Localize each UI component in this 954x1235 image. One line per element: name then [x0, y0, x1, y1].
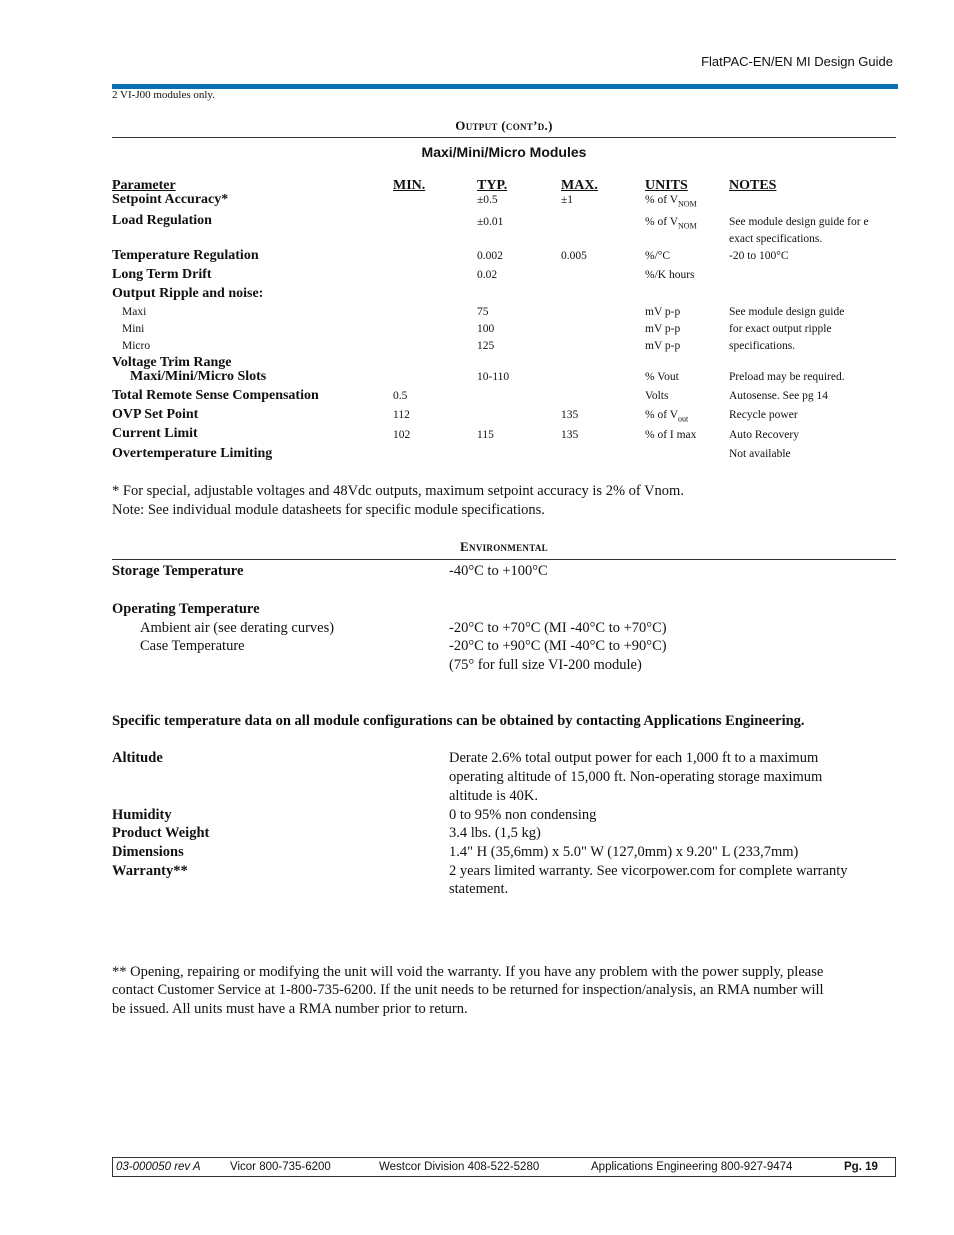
warranty-note-line-1: ** Opening, repairing or modifying the unit will void the warranty. If you have any problem with the power supply, please — [112, 964, 824, 980]
current-max: 135 — [561, 429, 579, 441]
load-units-text: % of V — [645, 216, 679, 228]
ripple-notes-1: See module design guide — [729, 306, 845, 318]
col-parameter: Parameter — [112, 178, 176, 193]
setpoint-typ: ±0.5 — [477, 194, 498, 206]
weight-label: Product Weight — [112, 825, 210, 841]
header-bar — [112, 84, 898, 89]
drift-typ: 0.02 — [477, 269, 498, 281]
top-footnote: 2 VI-J00 modules only. — [112, 89, 215, 101]
ovp-units-sub: out — [678, 414, 689, 424]
ovp-min: 112 — [393, 409, 410, 421]
environmental-title-text: Environmental — [460, 539, 548, 554]
footer-page-number: Pg. 19 — [844, 1161, 878, 1173]
ripple-notes-2: for exact output ripple — [729, 323, 832, 335]
load-notes-2: exact specifications. — [729, 233, 823, 245]
ovp-notes: Recycle power — [729, 409, 798, 421]
col-units: UNITS — [645, 178, 688, 193]
modules-subtitle: Maxi/Mini/Micro Modules — [421, 144, 587, 160]
footer-westcor: Westcor Division 408-522-5280 — [379, 1161, 540, 1173]
setpoint-units-text: % of V — [645, 194, 679, 206]
param-current-limit: Current Limit — [112, 426, 198, 441]
dimensions-label: Dimensions — [112, 844, 184, 860]
col-notes: NOTES — [729, 178, 777, 193]
param-voltage-trim: Voltage Trim Range — [112, 355, 232, 370]
ripple-notes-3: specifications. — [729, 340, 796, 352]
ripple-maxi-typ: 75 — [477, 306, 489, 318]
case-temp-label: Case Temperature — [140, 638, 245, 654]
param-long-term-drift: Long Term Drift — [112, 267, 212, 282]
warranty-note-line-2: contact Customer Service at 1-800-735-6200. If the unit needs to be returned for inspection/analysis, an RMA number will — [112, 982, 824, 998]
temp-notes: -20 to 100°C — [729, 250, 789, 262]
load-typ: ±0.01 — [477, 216, 504, 228]
altitude-line-1: Derate 2.6% total output power for each 1,000 ft to a maximum — [449, 750, 819, 766]
trim-typ: 10-110 — [477, 371, 510, 383]
document-title: FlatPAC-EN/EN MI Design Guide — [701, 54, 893, 69]
setpoint-max: ±1 — [561, 194, 574, 206]
sense-notes: Autosense. See pg 14 — [729, 390, 829, 402]
environmental-title — [112, 539, 896, 555]
case-temp-value: -20°C to +90°C (MI -40°C to +90°C) — [449, 638, 667, 654]
trim-units: % Vout — [645, 371, 679, 383]
ripple-mini-label: Mini — [122, 323, 145, 335]
ripple-micro-label: Micro — [122, 340, 151, 352]
warranty-line-1: 2 years limited warranty. See vicorpower.com for complete warranty — [449, 863, 848, 879]
load-notes-1: See module design guide for e — [729, 216, 869, 228]
page-footer — [112, 1157, 896, 1177]
footer-apps: Applications Engineering 800-927-9474 — [591, 1161, 793, 1173]
operating-temp-label: Operating Temperature — [112, 601, 260, 617]
footer-vicor: Vicor 800-735-6200 — [230, 1161, 331, 1173]
current-min: 102 — [393, 429, 411, 441]
footer-doc-number: 03-000050 rev A — [116, 1161, 201, 1173]
output-title-cont: (cont’d.) — [501, 118, 553, 133]
ambient-label: Ambient air (see derating curves) — [140, 620, 335, 636]
ripple-maxi-label: Maxi — [122, 306, 147, 318]
param-load-regulation: Load Regulation — [112, 213, 212, 228]
storage-temp-label: Storage Temperature — [112, 563, 244, 579]
param-output-ripple: Output Ripple and noise: — [112, 286, 264, 301]
ovp-units — [645, 409, 688, 423]
ripple-micro-units: mV p-p — [645, 340, 681, 352]
datasheet-note: Note: See individual module datasheets for specific module specifications. — [112, 502, 545, 518]
ripple-maxi-units: mV p-p — [645, 306, 681, 318]
temp-max: 0.005 — [561, 250, 587, 262]
col-typ: TYP. — [477, 178, 508, 193]
current-notes: Auto Recovery — [729, 429, 799, 441]
trim-notes: Preload may be required. — [729, 371, 845, 383]
humidity-label: Humidity — [112, 807, 172, 823]
param-setpoint: Setpoint Accuracy* — [112, 192, 229, 207]
altitude-line-2: operating altitude of 15,000 ft. Non-operating storage maximum — [449, 769, 823, 785]
param-overtemp: Overtemperature Limiting — [112, 446, 273, 461]
col-min: MIN. — [393, 178, 426, 193]
weight-value: 3.4 lbs. (1,5 kg) — [449, 825, 541, 841]
ovp-units-text: % of V — [645, 409, 679, 421]
setpoint-footnote: * For special, adjustable voltages and 48Vdc outputs, maximum setpoint accuracy is 2% of Vnom. — [112, 483, 684, 499]
temp-units: %/°C — [645, 250, 671, 262]
param-ovp: OVP Set Point — [112, 407, 199, 422]
param-temp-regulation: Temperature Regulation — [112, 248, 259, 263]
specific-temp-note: Specific temperature data on all module configurations can be obtained by contacting Applications Engineering. — [112, 713, 805, 729]
altitude-label: Altitude — [112, 750, 163, 766]
output-section-title — [112, 118, 896, 134]
sense-units: Volts — [645, 390, 669, 402]
drift-units: %/K hours — [645, 269, 695, 281]
sense-min: 0.5 — [393, 390, 408, 402]
current-typ: 115 — [477, 429, 494, 441]
param-remote-sense: Total Remote Sense Compensation — [112, 388, 319, 403]
environmental-rule — [112, 559, 896, 560]
case-temp-note: (75° for full size VI-200 module) — [449, 657, 642, 673]
warranty-note-line-3: be issued. All units must have a RMA number prior to return. — [112, 1001, 468, 1017]
current-units: % of I max — [645, 429, 697, 441]
ripple-micro-typ: 125 — [477, 340, 495, 352]
output-title-main: Output — [455, 118, 498, 133]
warranty-line-2: statement. — [449, 881, 509, 897]
load-units — [645, 216, 697, 230]
temp-typ: 0.002 — [477, 250, 503, 262]
altitude-line-3: altitude is 40K. — [449, 788, 539, 804]
param-voltage-trim-slots: Maxi/Mini/Micro Slots — [130, 369, 267, 384]
load-units-sub: NOM — [678, 221, 697, 231]
ambient-value: -20°C to +70°C (MI -40°C to +70°C) — [449, 620, 667, 636]
humidity-value: 0 to 95% non condensing — [449, 807, 597, 823]
dimensions-value: 1.4" H (35,6mm) x 5.0" W (127,0mm) x 9.20" L (233,7mm) — [449, 844, 799, 860]
setpoint-units — [645, 194, 697, 208]
ripple-mini-typ: 100 — [477, 323, 495, 335]
output-rule — [112, 137, 896, 138]
col-max: MAX. — [561, 178, 598, 193]
storage-temp-value: -40°C to +100°C — [449, 563, 548, 579]
warranty-label: Warranty** — [112, 863, 188, 879]
setpoint-units-sub: NOM — [678, 199, 697, 209]
ripple-mini-units: mV p-p — [645, 323, 681, 335]
ovp-max: 135 — [561, 409, 579, 421]
overtemp-notes: Not available — [729, 448, 791, 460]
